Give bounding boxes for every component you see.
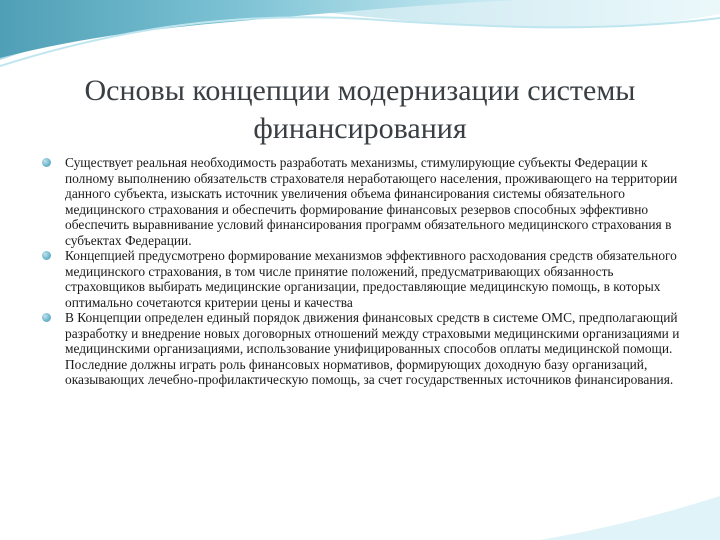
bullet-dot-icon (42, 313, 51, 322)
bullet-dot-icon (42, 251, 51, 260)
bullet-item-2 (40, 248, 682, 310)
bullet-text-2: Концепцией предусмотрено формирование механизмов эффективного расходования средств обязательного медицинского страхования, в том числе принятие положений, предусматривающих обязанность страховщиков выбирать медицинские организации, предоставляющие медицинскую помощь, в которых оптимально сочетаются критерии цены и качества (65, 248, 677, 310)
bullet-text-1: Существует реальная необходимость разработать механизмы, стимулирующие субъекты Федерации к полному выполнению обязательств страхователя неработающего населения, проживающего на территории данного субъекта, изыскать источник увеличения объема финансирования системы обязательного медицинского страхования и обеспечить формирование финансовых резервов способных эффективно обеспечить выравнивание условий финансирования программ обязательного медицинского страхования в субъектах Федерации. (65, 155, 678, 248)
bullet-list (40, 155, 682, 388)
wave-bottom-right (540, 496, 720, 540)
bullet-text-3: В Концепции определен единый порядок движения финансовых средств в системе ОМС, предполагающий разработку и внедрение новых договорных отношений между страховыми медицинскими организациями и медицинскими организациями, использование унифицированных способов оплаты медицинской помощи. Последние должны играть роль финансовых нормативов, формирующих доходную базу организаций, оказывающих лечебно-профилактическую помощь, за счет государственных источников финансирования. (65, 310, 680, 387)
slide-title: Основы концепции модернизации системы финансирования (84, 74, 636, 145)
bullet-item-3 (40, 310, 682, 388)
bullet-item-1 (40, 155, 682, 248)
bullet-dot-icon (42, 158, 51, 167)
